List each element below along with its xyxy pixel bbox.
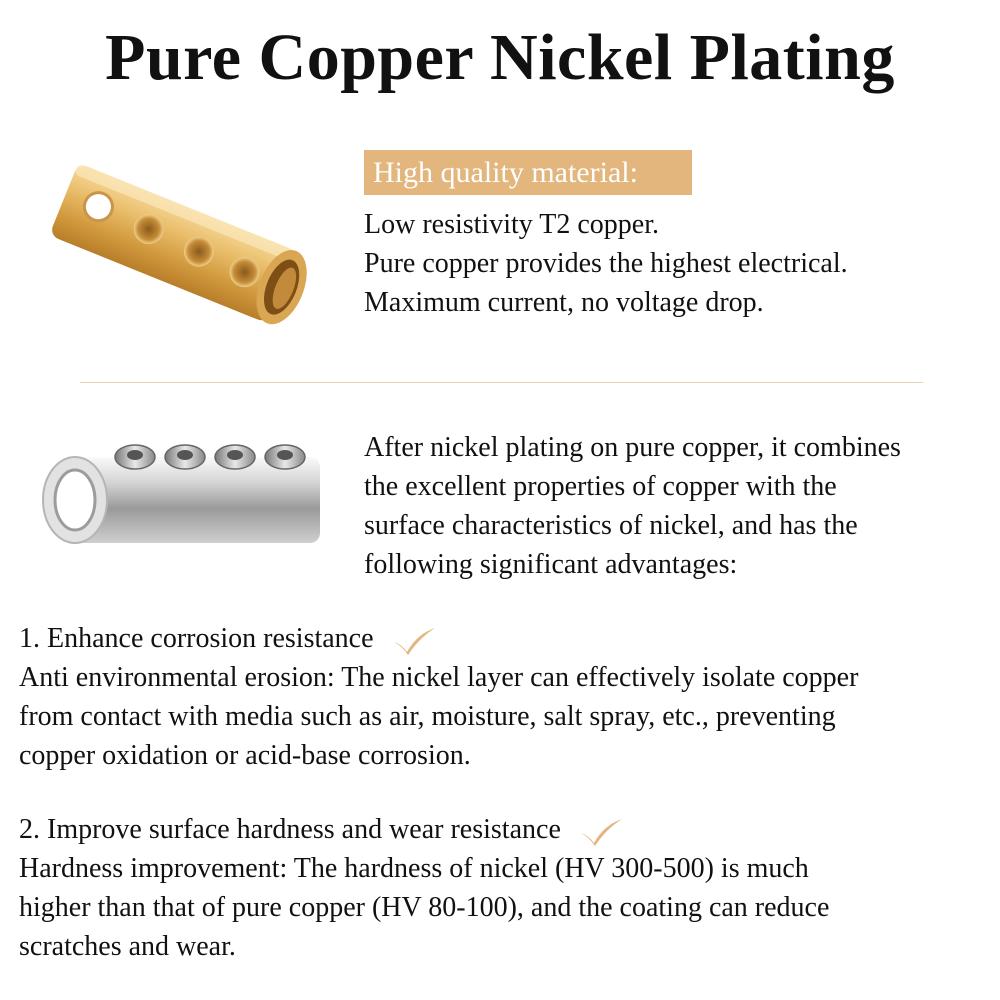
advantage-line: copper oxidation or acid-base corrosion. [19,740,471,771]
advantage-line: from contact with media such as air, moisture, salt spray, etc., preventing [19,701,836,732]
section-divider [80,382,923,383]
advantage-heading: 2. Improve surface hardness and wear resistance [19,814,561,845]
nickel-line: After nickel plating on pure copper, it combines [364,432,901,463]
advantage-heading: 1. Enhance corrosion resistance [19,623,374,654]
advantage-line: higher than that of pure copper (HV 80-100), and the coating can reduce [19,892,830,923]
advantage-line: Hardness improvement: The hardness of nickel (HV 300-500) is much [19,853,809,884]
nickel-description [364,428,901,584]
nickel-line: following significant advantages: [364,549,738,580]
nickel-connector-icon [30,415,330,565]
copper-line: Maximum current, no voltage drop. [364,287,764,318]
brass-connector-icon [45,145,315,345]
advantage-corrosion [19,619,858,775]
copper-description [364,205,848,322]
advantage-line: scratches and wear. [19,931,236,962]
nickel-line: the excellent properties of copper with the [364,471,837,502]
checkmark-icon [578,817,624,847]
quality-badge: High quality material: [364,150,692,195]
advantage-line: Anti environmental erosion: The nickel layer can effectively isolate copper [19,662,859,693]
advantage-hardness [19,810,829,966]
page-title: Pure Copper Nickel Plating [105,21,895,94]
nickel-line: surface characteristics of nickel, and has the [364,510,858,541]
copper-line: Low resistivity T2 copper. [364,209,659,240]
checkmark-icon [391,626,437,656]
copper-line: Pure copper provides the highest electrical. [364,248,848,279]
